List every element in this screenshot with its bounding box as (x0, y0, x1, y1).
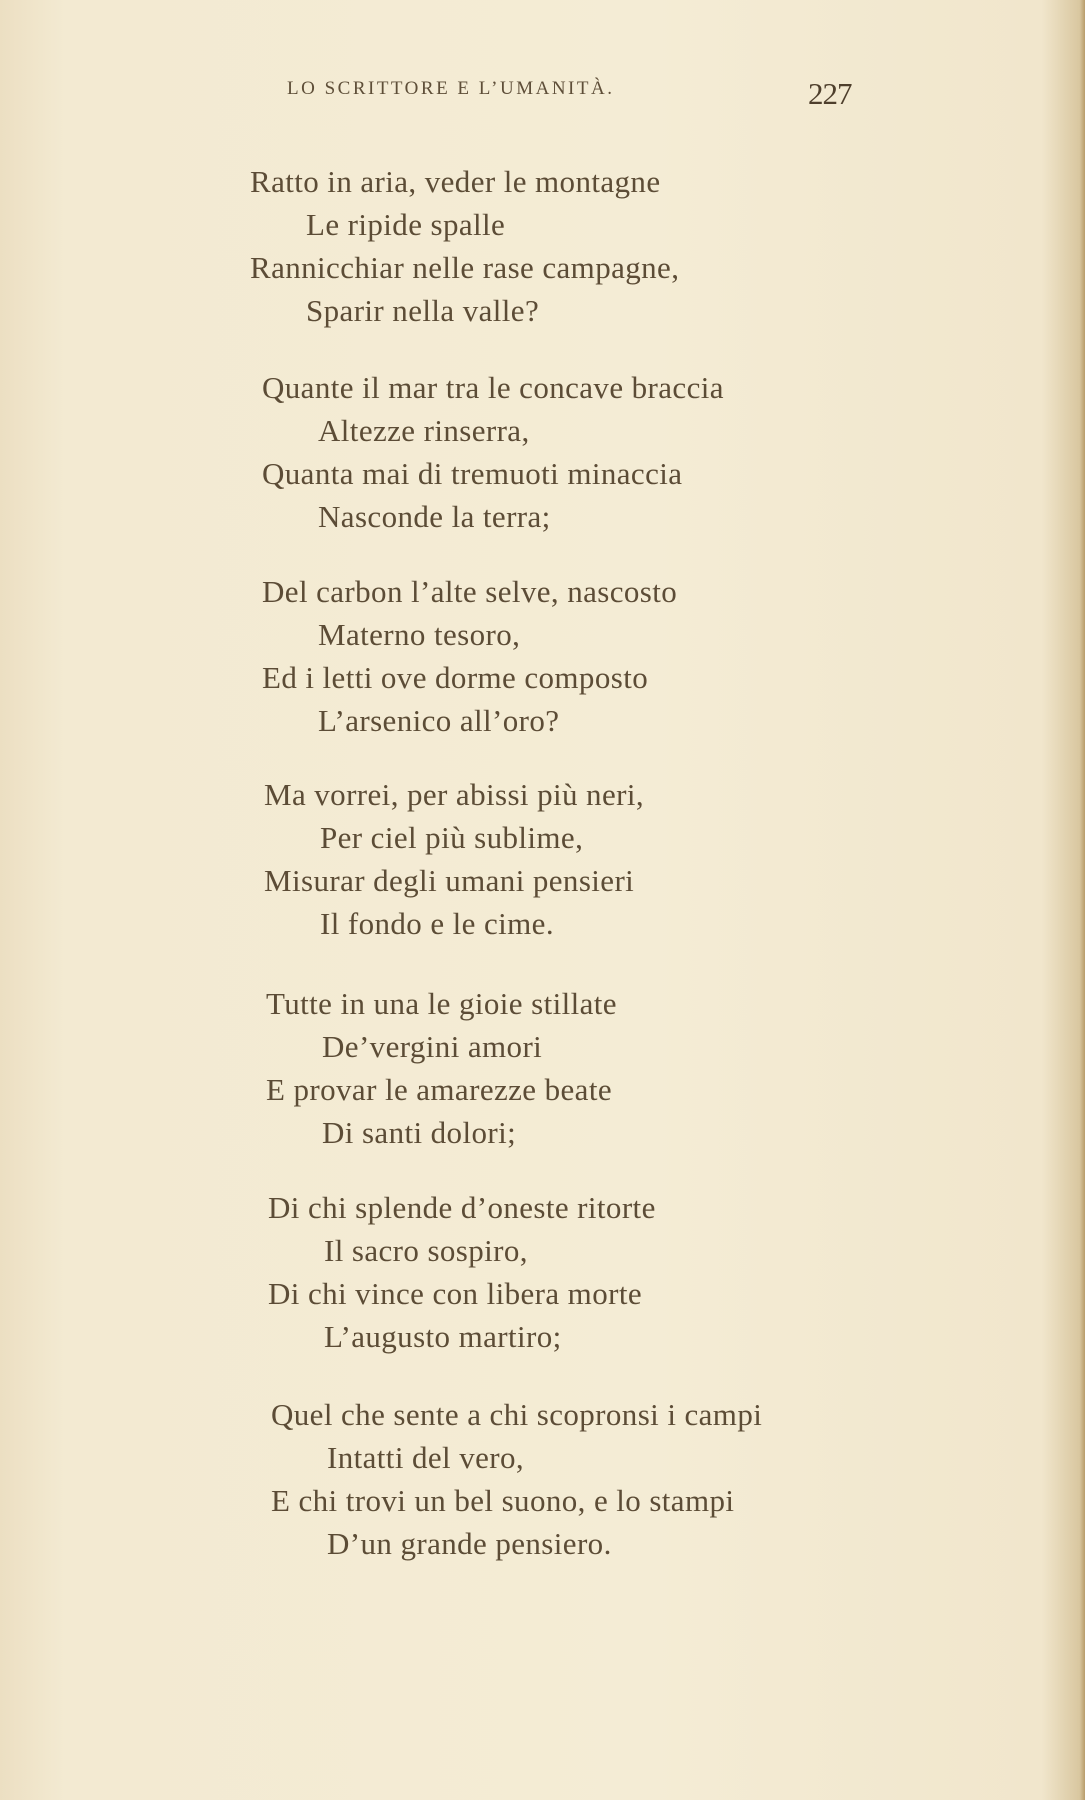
verse-line: Ma vorrei, per abissi più neri, (264, 777, 644, 812)
verse-line: Del carbon l’alte selve, nascosto (262, 574, 678, 609)
stanza (262, 570, 677, 742)
stanza (250, 160, 679, 332)
verse-line: Di santi dolori; (322, 1115, 517, 1150)
verse-line: E provar le amarezze beate (266, 1072, 612, 1107)
verse-line: Materno tesoro, (318, 617, 521, 652)
verse-line: Quel che sente a chi scopronsi i campi (271, 1397, 763, 1432)
verse-line: Per ciel più sublime, (320, 820, 584, 855)
verse-line: L’arsenico all’oro? (318, 703, 560, 738)
running-header: LO SCRITTORE E L’UMANITÀ. (287, 78, 615, 99)
page-number: 227 (808, 76, 852, 111)
stanza (271, 1393, 762, 1565)
verse-line: Ratto in aria, veder le montagne (250, 164, 661, 199)
verse-line: Altezze rinserra, (318, 413, 530, 448)
stanza (268, 1186, 656, 1358)
verse-line: Di chi vince con libera morte (268, 1276, 642, 1311)
verse-line: Rannicchiar nelle rase campagne, (250, 250, 680, 285)
verse-line: L’augusto martiro; (324, 1319, 562, 1354)
stanza (264, 773, 644, 945)
stanza (266, 982, 617, 1154)
verse-line: Ed i letti ove dorme composto (262, 660, 649, 695)
verse-line: Misurar degli umani pensieri (264, 863, 635, 898)
verse-line: Il fondo e le cime. (320, 906, 554, 941)
verse-line: E chi trovi un bel suono, e lo stampi (271, 1483, 735, 1518)
verse-line: Quanta mai di tremuoti minaccia (262, 456, 683, 491)
verse-line: De’vergini amori (322, 1029, 543, 1064)
verse-line: Il sacro sospiro, (324, 1233, 528, 1268)
verse-line: Le ripide spalle (306, 207, 506, 242)
verse-line: Di chi splende d’oneste ritorte (268, 1190, 656, 1225)
verse-line: Intatti del vero, (327, 1440, 525, 1475)
verse-line: Quante il mar tra le concave braccia (262, 370, 724, 405)
verse-line: D’un grande pensiero. (327, 1526, 612, 1561)
verse-line: Tutte in una le gioie stillate (266, 986, 617, 1021)
verse-line: Nasconde la terra; (318, 499, 551, 534)
verse-line: Sparir nella valle? (306, 293, 540, 328)
stanza (262, 366, 724, 538)
